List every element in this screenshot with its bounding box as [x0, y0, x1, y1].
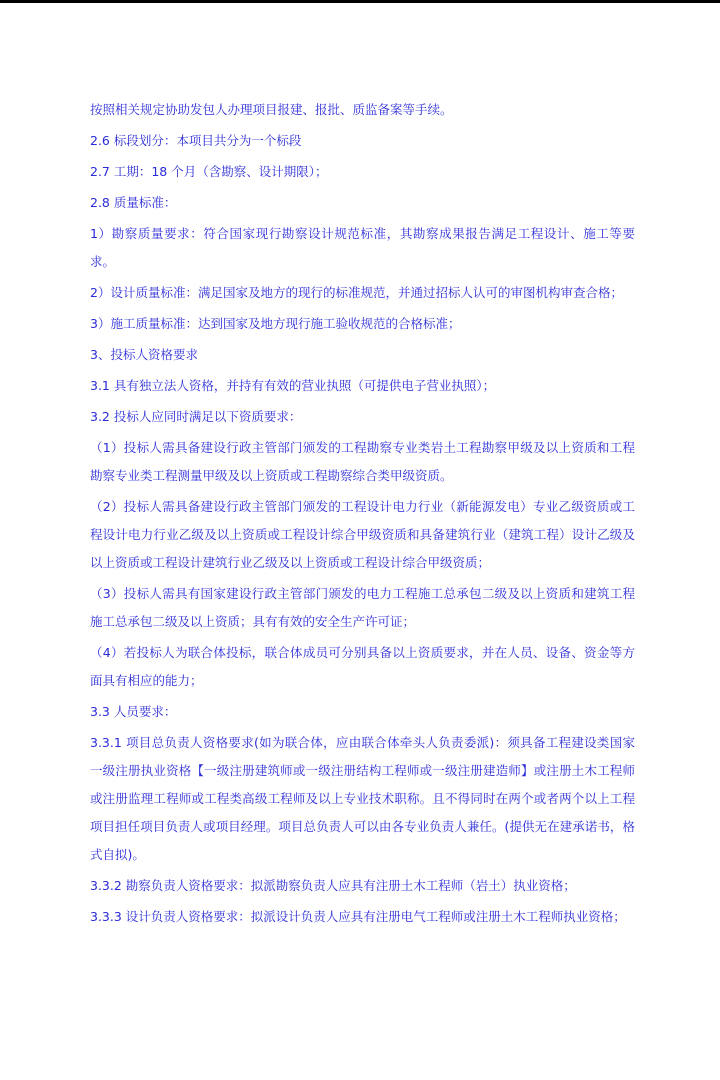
paragraph-3-3-personnel-heading: 3.3 人员要求： [90, 704, 177, 719]
paragraph-3-3-2-survey-lead: 3.3.2 勘察负责人资格要求：拟派勘察负责人应具有注册土木工程师（岩土）执业资格； [90, 878, 576, 893]
document-body [90, 96, 635, 934]
paragraph-construction-quality: 3）施工质量标准：达到国家及地方现行施工验收规范的合格标准； [90, 316, 461, 331]
paragraph-2-8-quality-heading: 2.8 质量标准： [90, 195, 177, 210]
paragraph-3-3-3-design-lead: 3.3.3 设计负责人资格要求：拟派设计负责人应具有注册电气工程师或注册土木工程师执业资格； [90, 909, 626, 924]
section-heading-bidder-qualifications: 3、投标人资格要求 [90, 347, 198, 362]
paragraph-3-3-1-project-lead: 3.3.1 项目总负责人资格要求(如为联合体，应由联合体牵头人负责委派)：须具备工程建设类国家一级注册执业资格【一级注册建筑师或一级注册结构工程师或一级注册建造师】或注册土木工程师或注册监理工程师或工程类高级工程师及以上专业技术职称。且不得同时在两个或者两个以上工程项目担任项目负责人或项目经理。项目总负责人可以由各专业负责人兼任。(提供无在建承诺书，格式自拟)。 [90, 735, 635, 862]
paragraph-design-quality: 2）设计质量标准：满足国家及地方的现行的标准规范，并通过招标人认可的审图机构审查合格； [90, 285, 623, 300]
paragraph-qualification-4: （4）若投标人为联合体投标，联合体成员可分别具备以上资质要求，并在人员、设备、资金等方面具有相应的能力； [90, 645, 635, 688]
paragraph-qualification-3: （3）投标人需具有国家建设行政主管部门颁发的电力工程施工总承包二级及以上资质和建筑工程施工总承包二级及以上资质；具有有效的安全生产许可证； [90, 586, 635, 629]
paragraph-3-2-qualification-heading: 3.2 投标人应同时满足以下资质要求： [90, 409, 302, 424]
paragraph-qualification-1: （1）投标人需具备建设行政主管部门颁发的工程勘察专业类岩土工程勘察甲级及以上资质和工程勘察专业类工程测量甲级及以上资质或工程勘察综合类甲级资质。 [90, 440, 635, 483]
paragraph-survey-quality: 1）勘察质量要求：符合国家现行勘察设计规范标准，其勘察成果报告满足工程设计、施工等要求。 [90, 226, 635, 269]
paragraph-qualification-2: （2）投标人需具备建设行政主管部门颁发的工程设计电力行业（新能源发电）专业乙级资质或工程设计电力行业乙级及以上资质或工程设计综合甲级资质和具备建筑行业（建筑工程）设计乙级及以上资质或工程设计建筑行业乙级及以上资质或工程设计综合甲级资质； [90, 499, 635, 570]
paragraph-approval-procedures: 按照相关规定协助发包人办理项目报建、报批、质监备案等手续。 [90, 102, 453, 117]
paragraph-2-6-sections: 2.6 标段划分：本项目共分为一个标段 [90, 133, 302, 148]
page-top-border [0, 0, 720, 3]
paragraph-2-7-duration: 2.7 工期：18 个月（含勘察、设计期限）； [90, 164, 328, 179]
paragraph-3-1-legal-entity: 3.1 具有独立法人资格，并持有有效的营业执照（可提供电子营业执照）； [90, 378, 496, 393]
